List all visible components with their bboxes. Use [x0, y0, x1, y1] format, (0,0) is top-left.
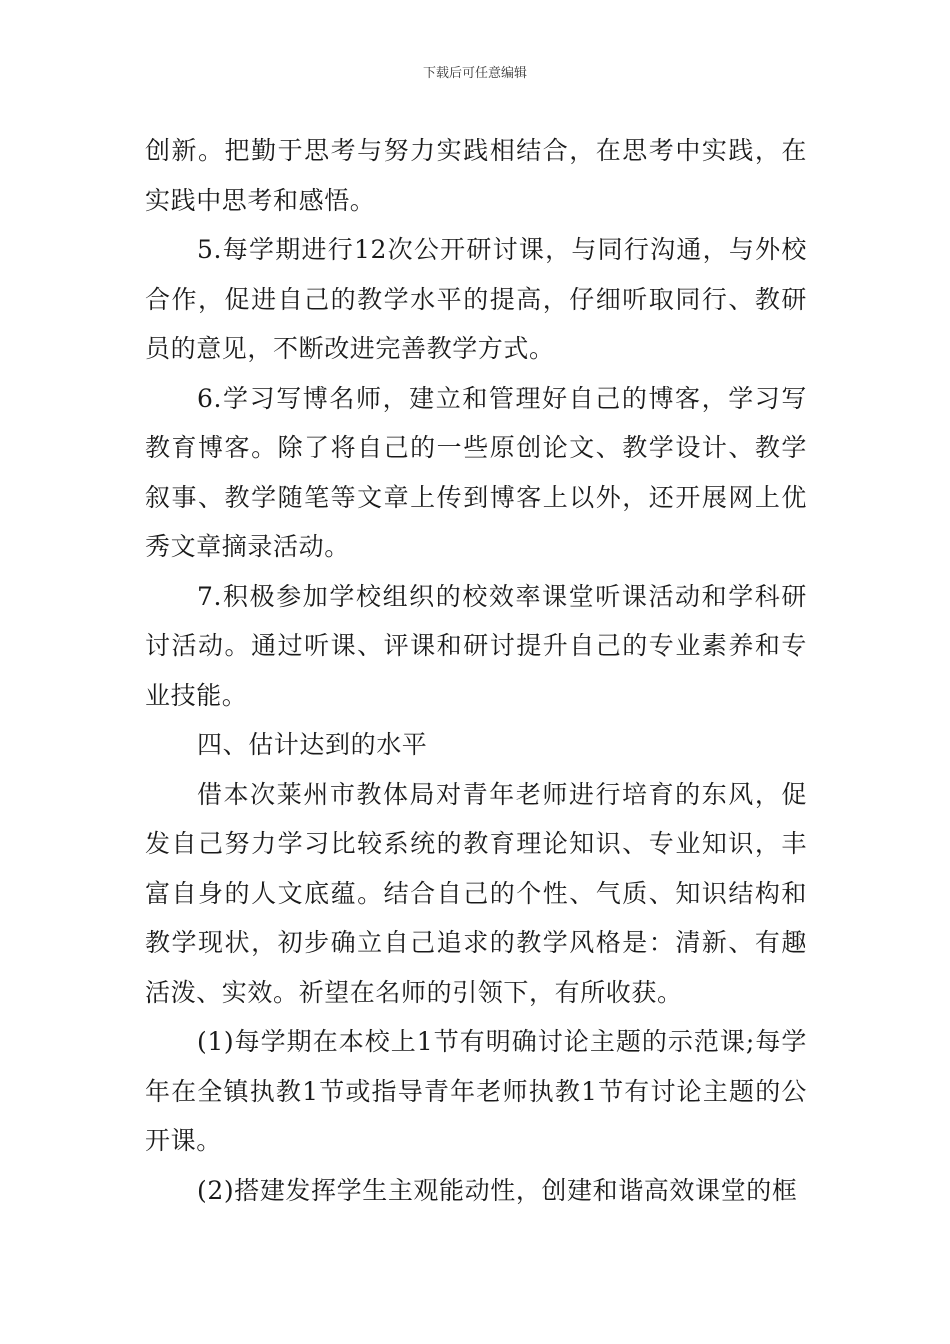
document-body	[145, 126, 807, 1215]
paragraph-6: (1)每学期在本校上1节有明确讨论主题的示范课;每学年在全镇执教1节或指导青年老师执教1节有讨论主题的公开课。	[145, 1027, 807, 1155]
paragraph-3: 6.学习写博名师，建立和管理好自己的博客，学习写教育博客。除了将自己的一些原创论文、教学设计、教学叙事、教学随笔等文章上传到博客上以外，还开展网上优秀文章摘录活动。	[145, 383, 807, 561]
section-heading: 四、估计达到的水平	[197, 730, 428, 759]
page-header: 下载后可任意编辑	[422, 66, 527, 81]
paragraph-5: 借本次莱州市教体局对青年老师进行培育的东风，促发自己努力学习比较系统的教育理论知识、专业知识，丰富自身的人文底蕴。结合自己的个性、气质、知识结构和教学现状，初步确立自己追求的教学风格是：清新、有趣活泼、实效。祈望在名师的引领下，有所收获。	[145, 779, 807, 1007]
paragraph-2: 5.每学期进行12次公开研讨课，与同行沟通，与外校合作，促进自己的教学水平的提高，仔细听取同行、教研员的意见，不断改进完善教学方式。	[145, 235, 807, 363]
paragraph-4: 7.积极参加学校组织的校效率课堂听课活动和学科研讨活动。通过听课、评课和研讨提升自己的专业素养和专业技能。	[145, 581, 807, 710]
paragraph-7: (2)搭建发挥学生主观能动性，创建和谐高效课堂的框	[197, 1175, 798, 1205]
paragraph-1: 创新。把勤于思考与努力实践相结合，在思考中实践，在实践中思考和感悟。	[145, 136, 807, 215]
